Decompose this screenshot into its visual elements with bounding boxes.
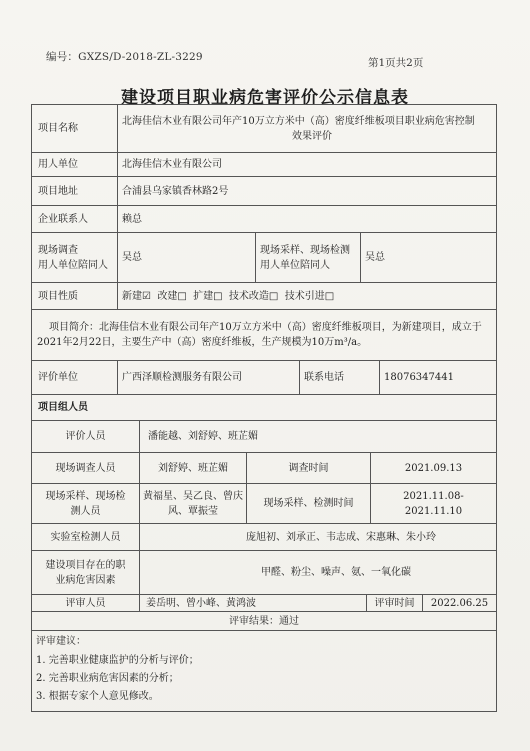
sampling-companion-label-line1: 现场采样、现场检测 bbox=[260, 244, 350, 256]
surveyors-value: 刘舒婷、班芷媚 bbox=[158, 462, 228, 474]
row-review-result bbox=[31, 611, 497, 630]
evaluator-value: 广西泽顺检测服务有限公司 bbox=[122, 372, 242, 383]
address-label: 项目地址 bbox=[32, 177, 118, 205]
contact-label: 企业联系人 bbox=[32, 206, 118, 232]
row-employer bbox=[31, 152, 497, 176]
row-project-intro bbox=[31, 309, 497, 360]
row-contact bbox=[31, 205, 497, 232]
sampling-companion-value: 吴总 bbox=[360, 233, 496, 282]
project-name-label: 项目名称 bbox=[32, 105, 118, 152]
suggestion-item-1: 1. 完善职业健康监护的分析与评价； bbox=[36, 655, 199, 666]
samplers-value-line2: 风、覃振莹 bbox=[168, 505, 218, 517]
evaluator-label: 评价单位 bbox=[32, 361, 118, 394]
survey-time-value: 2021.09.13 bbox=[370, 453, 496, 483]
row-reviewers bbox=[31, 594, 497, 611]
reviewers-value: 姜岳明、曾小峰、黄鸿波 bbox=[146, 597, 256, 609]
hazards-label-line1: 建设项目存在的职 bbox=[45, 559, 126, 571]
project-name-line2: 效果评价 bbox=[292, 130, 332, 142]
lab-label: 实验室检测人员 bbox=[32, 524, 140, 550]
survey-companion-label bbox=[32, 233, 118, 282]
project-intro-line2: 2021年2月22日，主要生产中（高）密度纤维板，生产规模为10万m³/a。 bbox=[37, 337, 368, 348]
samplers-label-line2: 测人员 bbox=[70, 505, 101, 517]
row-address bbox=[31, 176, 497, 205]
suggestion-item-3: 3. 根据专家个人意见修改。 bbox=[36, 691, 159, 702]
samplers-value-line1: 黄福星、吴乙良、曾庆 bbox=[143, 490, 243, 502]
samplers-value bbox=[140, 484, 246, 523]
row-project-nature bbox=[31, 282, 497, 309]
survey-companion-value: 吴总 bbox=[122, 252, 142, 263]
survey-companion-label-line2: 用人单位陪同人 bbox=[38, 259, 108, 271]
lab-value: 庞旭初、刘承正、韦志成、宋惠琳、朱小玲 bbox=[246, 531, 436, 543]
review-time-label: 评审时间 bbox=[366, 595, 422, 611]
row-project-name bbox=[31, 104, 497, 152]
hazards-label bbox=[32, 551, 140, 594]
sampling-time-value: 2021.11.08-2021.11.10 bbox=[370, 484, 496, 523]
samplers-label-line1: 现场采样、现场检 bbox=[45, 490, 126, 502]
surveyors-label: 现场调查人员 bbox=[32, 453, 140, 483]
review-result: 评审结果：通过 bbox=[229, 615, 299, 627]
project-intro-line1: 项目简介：北海佳信木业有限公司年产10万立方米中（高）密度纤维板项目，为新建项目，成立于 bbox=[49, 322, 482, 333]
page-info: 第1页共2页 bbox=[368, 57, 424, 69]
samplers-label bbox=[32, 484, 140, 523]
row-survey-companions bbox=[31, 232, 497, 282]
phone-label: 联系电话 bbox=[299, 361, 379, 394]
evaluators-label: 评价人员 bbox=[32, 421, 140, 452]
sampling-time-label: 现场采样、检测时间 bbox=[246, 484, 370, 523]
project-name-line1: 北海佳信木业有限公司年产10万立方米中（高）密度纤维板项目职业病危害控制 bbox=[122, 115, 475, 127]
row-samplers bbox=[31, 483, 497, 523]
reviewers-label: 评审人员 bbox=[32, 595, 140, 611]
employer-value: 北海佳信木业有限公司 bbox=[122, 159, 222, 170]
hazards-value: 甲醛、粉尘、噪声、氨、一氧化碳 bbox=[261, 567, 411, 578]
phone-value: 18076347441 bbox=[379, 361, 496, 394]
row-lab bbox=[31, 523, 497, 550]
project-nature-options: 新建☑ 改建□ 扩建□ 技术改造□ 技术引进□ bbox=[122, 290, 335, 302]
survey-companion-label-line1: 现场调查 bbox=[38, 244, 78, 256]
row-surveyors bbox=[31, 452, 497, 483]
hazards-label-line2: 业病危害因素 bbox=[55, 574, 116, 586]
project-name-value bbox=[118, 105, 496, 152]
project-intro bbox=[32, 310, 496, 360]
document-number: 编号：GXZS/D-2018-ZL-3229 bbox=[46, 51, 203, 63]
row-team-section bbox=[31, 394, 497, 420]
sampling-companion-label-line2: 用人单位陪同人 bbox=[260, 259, 330, 271]
address-value: 合浦县乌家镇香林路2号 bbox=[122, 185, 229, 197]
suggestion-item-2: 2. 完善职业病危害因素的分析； bbox=[36, 673, 179, 684]
document-title: 建设项目职业病危害评价公示信息表 bbox=[121, 88, 409, 108]
row-evaluator bbox=[31, 360, 497, 394]
review-time-value: 2022.06.25 bbox=[422, 595, 496, 611]
row-hazards bbox=[31, 550, 497, 594]
suggestions-label: 评审建议： bbox=[36, 636, 86, 647]
employer-label: 用人单位 bbox=[32, 153, 118, 176]
sampling-companion-label bbox=[255, 233, 360, 282]
team-section-label: 项目组人员 bbox=[38, 402, 88, 413]
survey-time-label: 调查时间 bbox=[246, 453, 370, 483]
project-nature-label: 项目性质 bbox=[32, 283, 118, 309]
row-suggestions bbox=[31, 630, 497, 712]
row-evaluators bbox=[31, 420, 497, 452]
contact-value: 赖总 bbox=[122, 213, 142, 225]
evaluators-value: 潘能越、刘舒婷、班芷媚 bbox=[148, 431, 258, 442]
